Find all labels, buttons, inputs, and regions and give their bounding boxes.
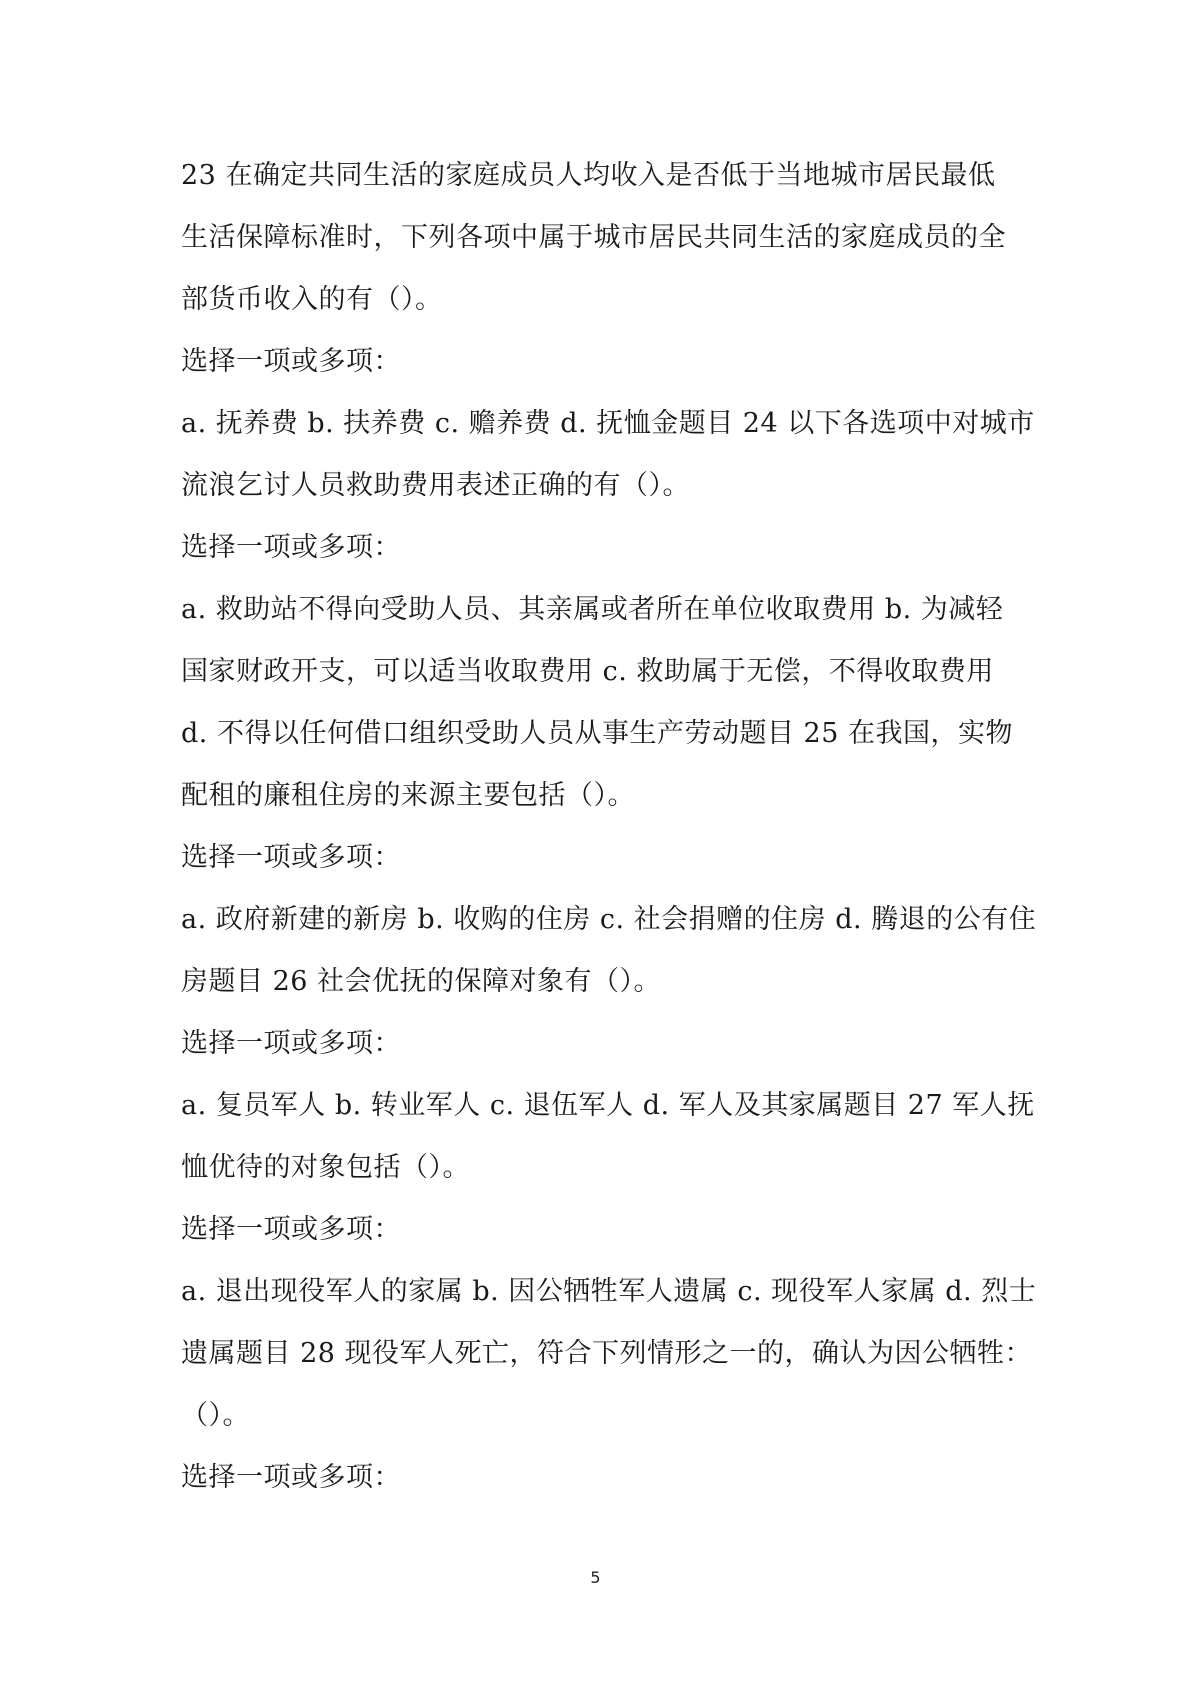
text-line: 选择一项或多项： xyxy=(181,532,401,563)
text-line: a. 政府新建的新房 b. 收购的住房 c. 社会捐赠的住房 d. 腾退的公有住 xyxy=(181,904,1037,935)
text-line: 选择一项或多项： xyxy=(181,346,401,377)
text-line: 部货币收入的有（）。 xyxy=(181,284,443,315)
text-line: （）。 xyxy=(181,1400,250,1431)
document-body xyxy=(181,145,1037,1509)
text-line: 选择一项或多项： xyxy=(181,1462,401,1493)
text-line: 选择一项或多项： xyxy=(181,842,401,873)
page-number: 5 xyxy=(590,1568,601,1587)
text-line: a. 救助站不得向受助人员、其亲属或者所在单位收取费用 b. 为减轻 xyxy=(181,594,1004,625)
text-line: 国家财政开支，可以适当收取费用 c. 救助属于无偿，不得收取费用 xyxy=(181,656,994,687)
text-line: a. 退出现役军人的家属 b. 因公牺牲军人遗属 c. 现役军人家属 d. 烈士 xyxy=(181,1276,1037,1307)
text-line: 23 在确定共同生活的家庭成员人均收入是否低于当地城市居民最低 xyxy=(181,160,996,191)
text-line: 生活保障标准时，下列各项中属于城市居民共同生活的家庭成员的全 xyxy=(181,222,1006,253)
text-line: 遗属题目 28 现役军人死亡，符合下列情形之一的，确认为因公牺牲： xyxy=(181,1338,1033,1369)
text-line: 配租的廉租住房的来源主要包括（）。 xyxy=(181,780,635,811)
text-line: 流浪乞讨人员救助费用表述正确的有（）。 xyxy=(181,470,690,501)
text-line: 恤优待的对象包括（）。 xyxy=(181,1152,470,1183)
text-line: 选择一项或多项： xyxy=(181,1028,401,1059)
text-line: 选择一项或多项： xyxy=(181,1214,401,1245)
text-line: d. 不得以任何借口组织受助人员从事生产劳动题目 25 在我国，实物 xyxy=(181,718,1013,749)
text-line: a. 复员军人 b. 转业军人 c. 退伍军人 d. 军人及其家属题目 27 军人抚 xyxy=(181,1090,1035,1121)
text-line: a. 抚养费 b. 扶养费 c. 赡养费 d. 抚恤金题目 24 以下各选项中对城市 xyxy=(181,408,1035,439)
text-line: 房题目 26 社会优抚的保障对象有（）。 xyxy=(181,966,662,997)
